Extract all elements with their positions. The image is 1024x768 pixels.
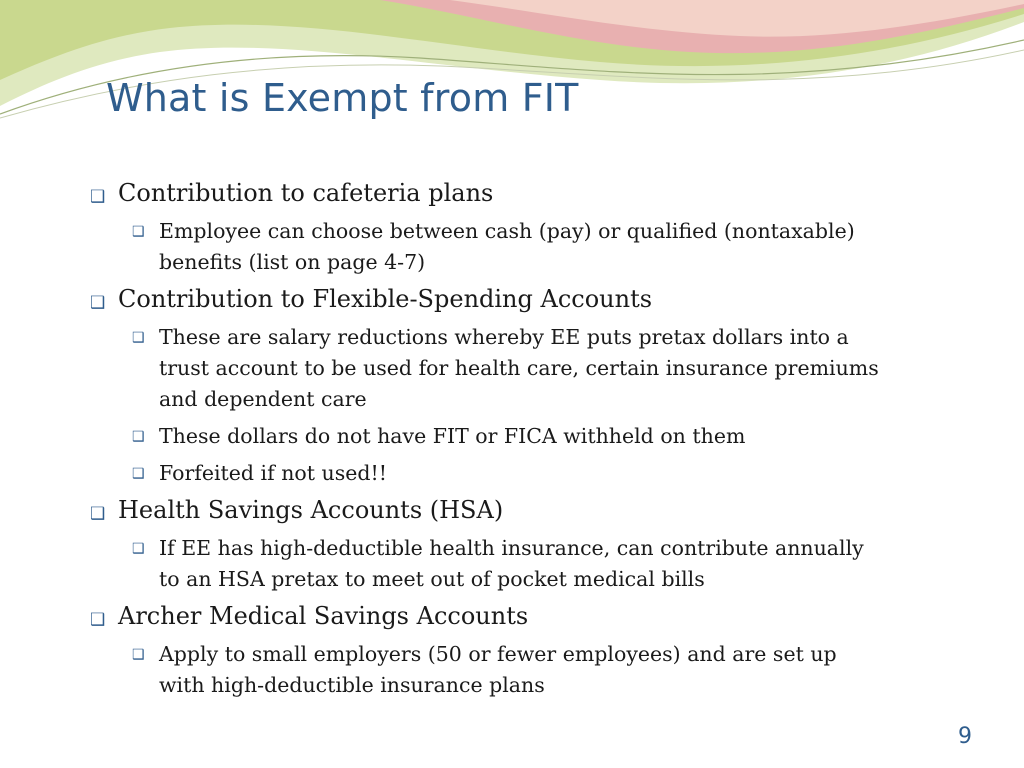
hollow-square-bullet-icon: ❑ xyxy=(90,610,106,630)
sub-bullet-text: If EE has high-deductible health insurance, can contribute annually to an HSA pretax to meet out of pocket medical bills xyxy=(159,536,864,591)
hollow-square-bullet-icon: ❑ xyxy=(90,187,106,207)
sub-bullet-text: These dollars do not have FIT or FICA withheld on them xyxy=(159,424,746,448)
sub-bullet-item xyxy=(132,322,879,415)
bullet-item xyxy=(88,284,888,314)
bullet-item xyxy=(88,495,888,525)
sub-bullet-text: These are salary reductions whereby EE puts pretax dollars into a trust account to be used for health care, certain insurance premiums and dependent care xyxy=(159,325,879,411)
bullet-list xyxy=(88,178,888,707)
sub-bullet-text: Apply to small employers (50 or fewer employees) and are set up with high-deductible insurance plans xyxy=(159,642,837,697)
hollow-square-bullet-icon: ❑ xyxy=(132,647,145,663)
hollow-square-bullet-icon: ❑ xyxy=(90,504,106,524)
hollow-square-bullet-icon: ❑ xyxy=(132,429,145,445)
slide-title: What is Exempt from FIT xyxy=(106,76,579,120)
sub-bullet-item xyxy=(132,639,879,701)
sub-bullet-item xyxy=(132,421,879,452)
page-number: 9 xyxy=(958,724,972,749)
sub-bullet-item xyxy=(132,216,879,278)
bullet-text: Health Savings Accounts (HSA) xyxy=(118,496,504,524)
bullet-item xyxy=(88,178,888,208)
sub-bullet-item xyxy=(132,458,879,489)
bullet-item xyxy=(88,601,888,631)
hollow-square-bullet-icon: ❑ xyxy=(132,466,145,482)
sub-bullet-text: Employee can choose between cash (pay) or qualified (nontaxable) benefits (list on page 4-7) xyxy=(159,219,855,274)
hollow-square-bullet-icon: ❑ xyxy=(132,224,145,240)
sub-bullet-text: Forfeited if not used!! xyxy=(159,461,387,485)
bullet-text: Contribution to Flexible-Spending Accounts xyxy=(118,285,653,313)
bullet-text: Contribution to cafeteria plans xyxy=(118,179,494,207)
hollow-square-bullet-icon: ❑ xyxy=(132,330,145,346)
sub-bullet-item xyxy=(132,533,879,595)
hollow-square-bullet-icon: ❑ xyxy=(132,541,145,557)
hollow-square-bullet-icon: ❑ xyxy=(90,293,106,313)
bullet-text: Archer Medical Savings Accounts xyxy=(118,602,529,630)
